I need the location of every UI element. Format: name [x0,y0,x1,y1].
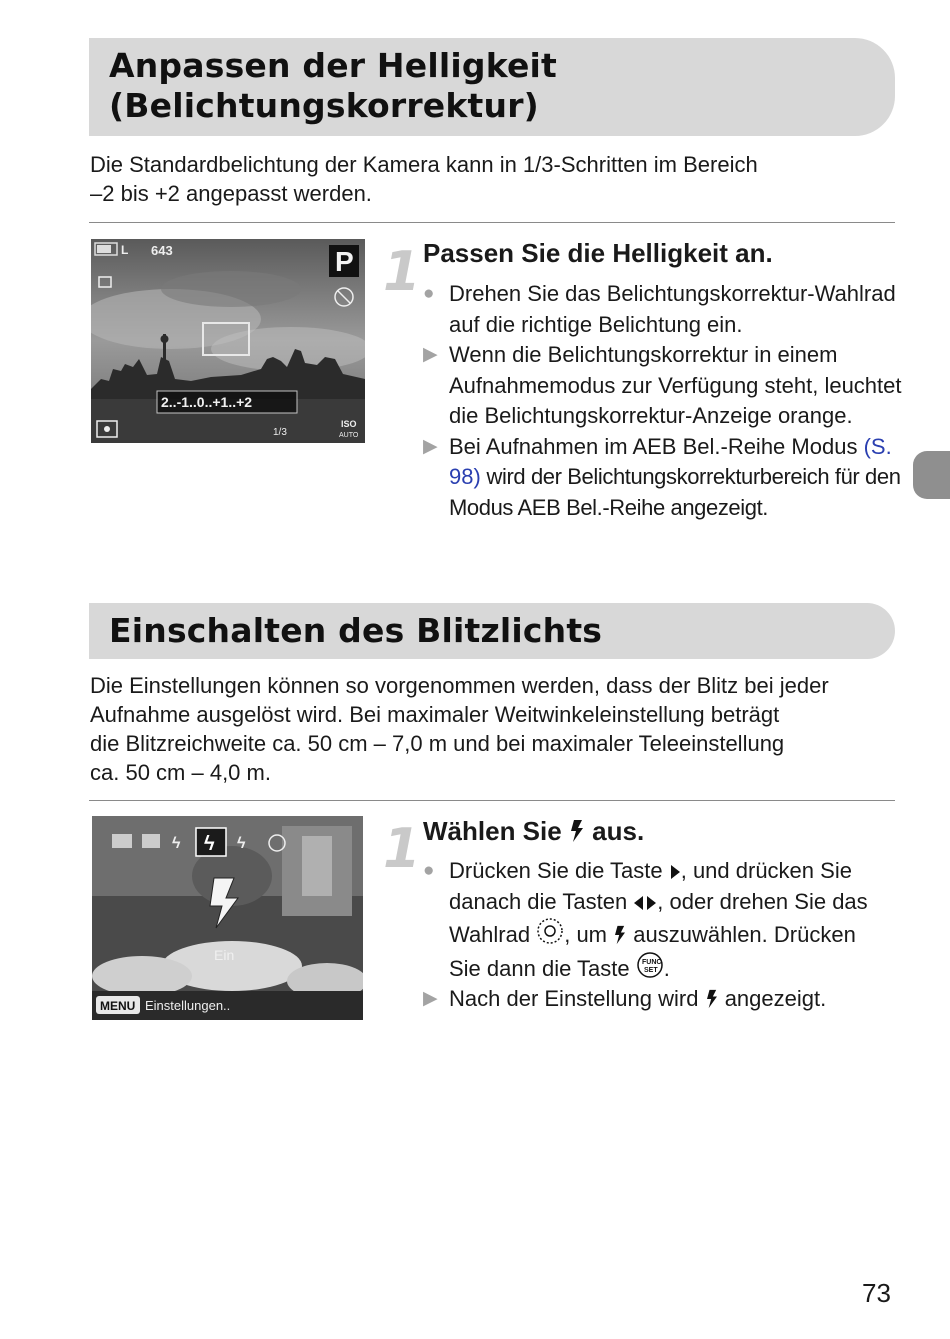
intro-line: Aufnahme ausgelöst wird. Bei maximaler Weitwinkeleinstellung beträgt [90,702,780,727]
intro-line: Die Standardbelichtung der Kamera kann in 1/3-Schritten im Bereich [90,152,758,177]
divider [89,222,895,223]
step-title: Passen Sie die Helligkeit an. [423,238,773,268]
bullet-text: auszuwählen. Drücken Sie dann die Taste [449,922,856,981]
list-item [423,279,903,340]
list-item [423,340,903,432]
bullet-text: Nach der Einstellung wird [449,986,705,1011]
step-title-text: aus. [584,816,645,846]
svg-text:ϟ: ϟ [204,833,215,855]
page-reference-link[interactable]: (S. 98) [449,433,892,489]
circle-bullet-icon: ● [423,860,435,881]
section-title-text: Einschalten des Blitzlichts [109,611,603,650]
flash-icon [613,925,627,945]
bullet-text: Bei Aufnahmen im AEB Bel.-Reihe Modus [449,433,864,459]
bullet-text: Wenn die Belichtungskorrektur in einem Aufnahmemodus zur Verfügung steht, leuchtet die Belichtungskorrektur-Anzeige orange. [449,342,902,428]
svg-text:L: L [121,243,129,257]
step-number: 1 [383,240,421,303]
camera-lcd-exposure [91,239,365,443]
svg-text:ϟ: ϟ [237,835,246,852]
step-bullets [423,856,893,1015]
iso-label: ISO [341,419,357,429]
triangle-bullet-icon: ▶ [423,435,438,457]
menu-button-label: MENU [100,999,136,1013]
iso-mode: AUTO [339,432,359,439]
lcd-flash-graphic [92,816,363,1020]
triangle-bullet-icon: ▶ [423,988,438,1009]
section-title-exposure [89,38,895,136]
list-item [423,432,903,524]
list-item [423,984,893,1015]
divider [89,800,895,801]
bullet-text: , oder drehen Sie das Wahlrad [449,888,868,947]
bullet-text: angezeigt. [718,986,827,1011]
bullet-text: wird der Belichtungskorrekturbereich für den Modus AEB Bel.-Reihe angezeigt. [449,464,901,520]
step-title [423,816,644,847]
ec-value: 1/3 [273,427,287,438]
intro-line: ca. 50 cm – 4,0 m. [90,760,271,785]
circle-bullet-icon: ● [423,283,435,304]
exposure-scale: 2..-1..0..+1..+2 [161,394,253,410]
right-arrow-button-icon [669,863,681,881]
menu-label: Einstellungen.. [145,998,231,1013]
camera-lcd-flash [92,816,363,1020]
step-title-text: Wählen Sie [423,816,569,846]
svg-text:SET: SET [643,966,658,974]
section-title-line1: Anpassen der Helligkeit [109,46,558,85]
func-set-button-icon [636,951,664,979]
svg-text:FUNC: FUNC [641,958,662,966]
bullet-text: Drehen Sie das Belichtungskorrektur-Wahlrad auf die richtige Belichtung ein. [449,281,896,337]
intro-line: –2 bis +2 angepasst werden. [90,181,372,206]
left-right-arrow-buttons-icon [633,894,657,912]
flash-selected-label: Ein [214,947,235,963]
flash-icon [705,989,719,1009]
shots-remaining: 643 [151,243,173,258]
bullet-text: Drücken Sie die Taste [449,858,669,883]
control-dial-icon [536,917,564,945]
section-intro-flash [90,671,905,787]
section-title-flash [89,603,895,659]
intro-line: Die Einstellungen können so vorgenommen werden, dass der Blitz bei jeder [90,673,829,698]
mode-indicator: P [335,246,354,277]
page-number: 73 [862,1278,891,1308]
flash-icon [569,819,585,843]
bullet-text: , und drücken Sie danach die Tasten [449,858,852,914]
svg-text:ϟ: ϟ [172,835,181,852]
section-title-line2: (Belichtungskorrektur) [109,86,539,125]
step-bullets [423,279,903,523]
step-number: 1 [383,817,421,880]
intro-line: die Blitzreichweite ca. 50 cm – 7,0 m und bei maximaler Teleeinstellung [90,731,785,756]
list-item [423,856,893,984]
section-intro-exposure [90,150,905,208]
chapter-tab [913,451,950,499]
bullet-text: , um [564,922,614,947]
triangle-bullet-icon: ▶ [423,344,438,365]
bullet-text: . [663,955,670,981]
lcd-exposure-graphic [91,239,365,443]
